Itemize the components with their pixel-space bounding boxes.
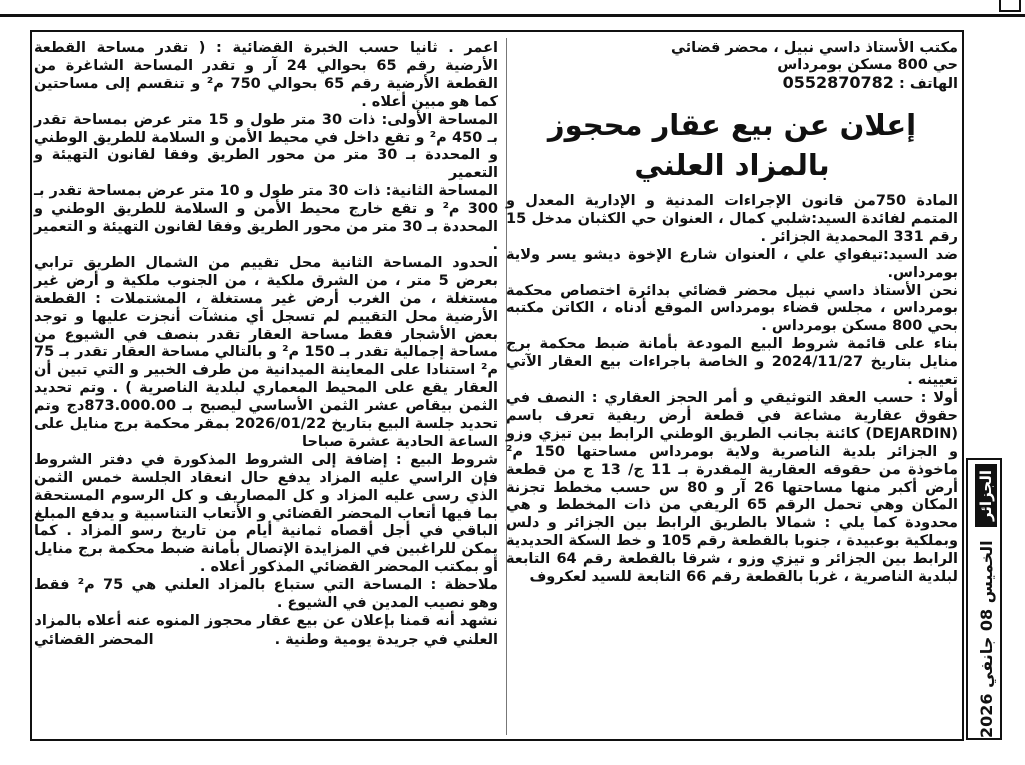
newspaper-logo: الجزائر bbox=[975, 464, 997, 527]
paragraph-conditions: شروط البيع : إضافة إلى الشروط المذكورة في دفتر الشروط فإن الراسي عليه المزاد يدفع حال انعقاد الجلسة خمس الثمن الذي رسى عليه المزاد و كل المصاريف و كل الرسوم المستحقة بما فيها أتعاب المحضر القضائي و الأتعاب التناسبية و يدفع المبلغ الباقي في أجل أقصاه ثمانية أيام من تاريخ رسو المزاد . كما يمكن للراغبين في المزايدة الإتصال بأمانة ضبط محكمة برج منايل أو بمكتب المحضر القضائي المذكور أعلاه . bbox=[34, 451, 498, 576]
paragraph-attest: نشهد أنه قمنا بإعلان عن بيع عقار محجوز المنوه عنه أعلاه بالمزاد bbox=[34, 613, 498, 629]
office-address: حي 800 مسكن بومرداس bbox=[777, 57, 958, 73]
paragraph-note: ملاحظة : المساحة التي ستباع بالمزاد العلني هي 75 م² فقط وهو نصيب المدين في الشيوع . bbox=[34, 577, 498, 612]
page-corner-box bbox=[999, 0, 1021, 12]
top-rule bbox=[0, 0, 1025, 17]
paragraph-based: بناء على قائمة شروط البيع المودعة بأمانة ضبط محكمة برج منايل بتاريخ 2024/11/27 و الخاصة باجراءات بيع العقار الآتي تعيينه . bbox=[506, 336, 958, 389]
bailiff-signature: المحضر القضائي bbox=[34, 631, 154, 648]
phone-label: الهاتف : bbox=[899, 76, 958, 92]
phone-number: 0552870782 bbox=[782, 73, 894, 92]
strip-content bbox=[968, 460, 1004, 742]
paragraph-we: نحن الأستاذ داسي نبيل محضر قضائي بدائرة اختصاص محكمة بومرداس ، مجلس قضاء بومرداس الموقع أدناه ، الكاتن مكتبه بحي 800 مسكن بومرداس . bbox=[506, 282, 958, 335]
paragraph-attest-end: العلني في جريدة يومية وطنية . bbox=[274, 631, 498, 648]
office-name: مكتب الأستاذ داسي نبيل ، محضر قضائي bbox=[671, 40, 958, 56]
signature-row bbox=[34, 631, 498, 649]
newspaper-side-strip bbox=[966, 458, 1002, 740]
paragraph-second: اعمر . ثانيا حسب الخبرة القضائية : ( تقدر مساحة القطعة الأرضية رقم 65 بحوالي 24 آر و تقدر المساحة الشاغرة من القطعة الأرضية رقم 65 بحوالي 750 م² و تنقسم إلى مساحتين كما هو مبين أعلاه . bbox=[34, 40, 498, 110]
office-phone bbox=[506, 74, 958, 93]
paragraph-area-two: المساحة الثانية: ذات 30 متر طول و 10 متر عرض بمساحة تقدر بـ 300 م² و تقع خارج محيط الأمن و السلامة للطريق الوطني و المحددة بـ 30 متر من محور الطريق وفقا لقانون التهيئة و التعمير . bbox=[34, 183, 498, 253]
paragraph-area-one: المساحة الأولى: ذات 30 متر طول و 15 متر عرض بمساحة تقدر بـ 450 م² و تقع داخل في محيط الأمن و السلامة للطريق الوطني و المحددة بـ 30 متر من محور الطريق وفقا لقانون التهيئة و التعمير bbox=[34, 111, 498, 182]
paragraph-bounds: الحدود المساحة الثانية محل تقييم من الشمال الطريق ترابي بعرض 5 متر ، من الشرق ملكية ، من الجنوب ملكية و أرض غير مستغلة ، من الغرب أرض غير مستغلة ، المشتملات : القطعة الأرضية محل التقييم لم تسجل أي منشآت أنجزت عليها و توجد بعض الأشجار فقط مساحة العقار تقدر بنصف في الشيوع من مساحة إجمالية تقدر بـ 150 م² و بالتالي مساحة العقار تقدر بـ 75 م² استنادا على المعاينة الميدانية من طرف الخبير و التي تبين أن العقار يقع على المحيط المعماري لبلدية الناصرية ) . وتم تحديد الثمن بيقاص عشر الثمن الأساسي ليصبح بـ 873.000.00دج وتم تحديد جلسة البيع بتاريخ 2026/01/22 بمقر محكمة برج منايل على الساعة الحادية عشرة صباحا bbox=[34, 254, 498, 450]
issue-date: الخميس 08 جانفي 2026 bbox=[976, 540, 996, 738]
office-header bbox=[506, 40, 958, 93]
left-column bbox=[34, 40, 498, 740]
paragraph-article: المادة 750من قانون الإجراءات المدنية و الإدارية المعدل و المتمم لفائدة السيد:شلبي كمال ، العنوان حي الكثبان مدخل 15 رقم 331 المحمدية الجزائر . bbox=[506, 193, 958, 245]
right-column bbox=[506, 40, 958, 740]
announcement-title: إعلان عن بيع عقار محجوز بالمزاد العلني bbox=[547, 108, 917, 182]
paragraph-first: أولا : حسب العقد التوثيقي و أمر الحجز العقاري : النصف في حقوق عقارية مشاعة في قطعة أرض ريفية تعرف باسم (DEJARDIN) كائنة بجانب الطريق الوطني الرابط بين تيزي وزو و الجزائر بلدية الناصرية ولاية بومرداس مساحتها 150 م² ماخوذة من حقوقه العقارية المقدرة بـ 11 ج/ 13 ج من قطعة أرض أكبر منها مساحتها 26 آر و 80 س حسب مخطط تجزنة المكان وهي تحمل الرقم 65 الريفي من ذات المخطط و هي محدودة كما يلي : شمالا بالطريق الرابط بين الجزائر و دلس وبملكية بوعبيدة ، جنوبا بالقطعة رقم 105 و خط السكة الحديدية الرابط بين الجزائر و تيزي وزو ، شرقا بالقطعة رقم 64 التابعة لبلدية الناصرية ، غربا بالقطعة رقم 66 التابعة للسيد لعكروف bbox=[506, 389, 959, 586]
paragraph-against: ضد السيد:تيفواي علي ، العنوان شارع الإخوة ديشو يسر ولاية بومرداس. bbox=[506, 246, 958, 281]
